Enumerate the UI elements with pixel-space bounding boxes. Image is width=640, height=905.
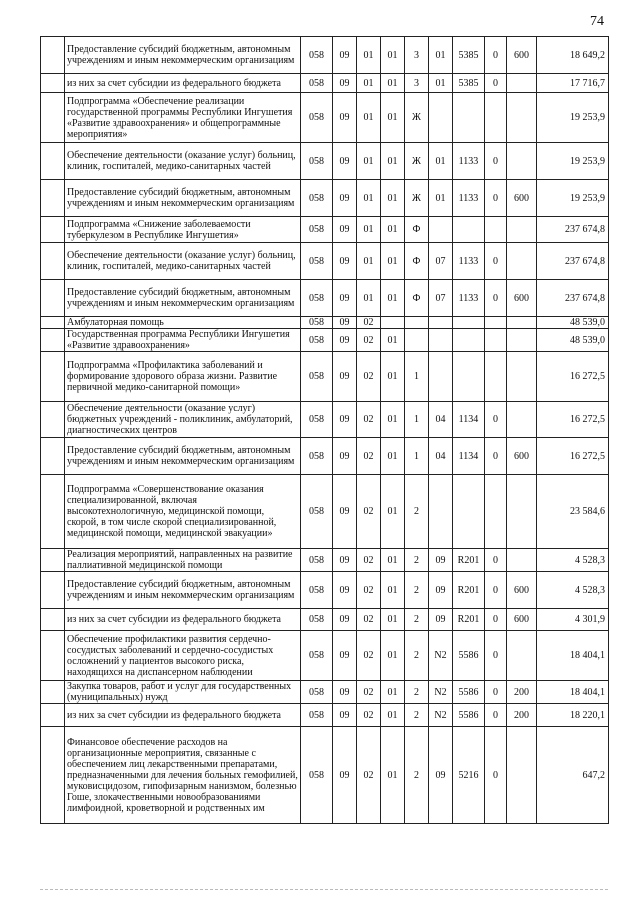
cell-sub: 2 xyxy=(405,727,429,824)
cell-rz: 09 xyxy=(333,74,357,93)
cell-pr: 02 xyxy=(357,438,381,475)
cell-pr: 02 xyxy=(357,609,381,631)
table-row xyxy=(41,681,609,704)
cell-pr: 01 xyxy=(357,74,381,93)
cell-osn: 01 xyxy=(429,143,453,180)
table-row xyxy=(41,93,609,143)
cell-dir: 5586 xyxy=(453,631,485,681)
cell-osn xyxy=(429,93,453,143)
cell-pr: 02 xyxy=(357,572,381,609)
cell-pr: 02 xyxy=(357,704,381,727)
page-number: 74 xyxy=(590,14,604,29)
cell-sub: 2 xyxy=(405,631,429,681)
cell-ved: 058 xyxy=(301,93,333,143)
cell-code: 0 xyxy=(485,180,507,217)
cell-vr xyxy=(507,74,537,93)
cell-sub: Ф xyxy=(405,217,429,243)
cell-rz: 09 xyxy=(333,93,357,143)
row-marker-cell xyxy=(41,549,65,572)
row-marker-cell xyxy=(41,180,65,217)
cell-dir xyxy=(453,93,485,143)
cell-sum: 16 272,5 xyxy=(537,438,609,475)
cell-sum: 647,2 xyxy=(537,727,609,824)
cell-sum: 18 404,1 xyxy=(537,681,609,704)
cell-osn: 07 xyxy=(429,280,453,317)
row-marker-cell xyxy=(41,217,65,243)
cell-vr xyxy=(507,143,537,180)
cell-code: 0 xyxy=(485,681,507,704)
cell-dir: 1133 xyxy=(453,243,485,280)
cell-code xyxy=(485,475,507,549)
table-row xyxy=(41,317,609,329)
table-row xyxy=(41,352,609,402)
cell-code: 0 xyxy=(485,631,507,681)
cell-prog: 01 xyxy=(381,37,405,74)
cell-pr: 01 xyxy=(357,280,381,317)
cell-dir: R201 xyxy=(453,609,485,631)
cell-sub: 2 xyxy=(405,704,429,727)
cell-sum: 18 404,1 xyxy=(537,631,609,681)
cell-ved: 058 xyxy=(301,631,333,681)
table-row xyxy=(41,143,609,180)
cell-osn: N2 xyxy=(429,631,453,681)
cell-vr xyxy=(507,727,537,824)
row-marker-cell xyxy=(41,280,65,317)
cell-ved: 058 xyxy=(301,280,333,317)
cell-osn: 01 xyxy=(429,37,453,74)
cell-code xyxy=(485,217,507,243)
cell-prog: 01 xyxy=(381,475,405,549)
cell-osn: N2 xyxy=(429,704,453,727)
table-row xyxy=(41,280,609,317)
cell-prog: 01 xyxy=(381,681,405,704)
cell-pr: 01 xyxy=(357,243,381,280)
cell-dir: 5385 xyxy=(453,37,485,74)
cell-ved: 058 xyxy=(301,352,333,402)
cell-sub: 2 xyxy=(405,572,429,609)
cell-code: 0 xyxy=(485,704,507,727)
cell-sum: 19 253,9 xyxy=(537,93,609,143)
cell-rz: 09 xyxy=(333,609,357,631)
cell-prog: 01 xyxy=(381,352,405,402)
row-marker-cell xyxy=(41,631,65,681)
cell-rz: 09 xyxy=(333,329,357,352)
cell-sum: 16 272,5 xyxy=(537,352,609,402)
cell-prog: 01 xyxy=(381,243,405,280)
row-name: Государственная программа Республики Ингушетия «Развитие здравоохранения» xyxy=(65,329,301,352)
cell-sub: Ж xyxy=(405,180,429,217)
row-name: Финансовое обеспечение расходов на организационные мероприятия, связанные с обеспечением лиц лекарственными препаратами, предназначенными для лечения больных гемофилией, муковисцидозом, гипофизарным нанизмом, болезнью Гоше, злокачественными новообразованиями лимфоидной, кроветворной и родственных им xyxy=(65,727,301,824)
cell-code: 0 xyxy=(485,280,507,317)
cell-prog: 01 xyxy=(381,438,405,475)
row-marker-cell xyxy=(41,727,65,824)
table-row xyxy=(41,727,609,824)
row-marker-cell xyxy=(41,704,65,727)
cell-pr: 02 xyxy=(357,402,381,438)
cell-prog: 01 xyxy=(381,329,405,352)
cell-rz: 09 xyxy=(333,180,357,217)
table-row xyxy=(41,549,609,572)
cell-osn: 07 xyxy=(429,243,453,280)
cell-rz: 09 xyxy=(333,352,357,402)
row-marker-cell xyxy=(41,243,65,280)
cell-sub xyxy=(405,329,429,352)
cell-rz: 09 xyxy=(333,475,357,549)
cell-ved: 058 xyxy=(301,143,333,180)
cell-sub xyxy=(405,317,429,329)
cell-dir xyxy=(453,475,485,549)
row-marker-cell xyxy=(41,572,65,609)
cell-prog: 01 xyxy=(381,93,405,143)
cell-sum: 16 272,5 xyxy=(537,402,609,438)
cell-dir xyxy=(453,217,485,243)
row-name: Обеспечение профилактики развития сердечно-сосудистых заболеваний и сердечно-сосудистых осложнений у пациентов высокого риска, находящихся на диспансерном наблюдении xyxy=(65,631,301,681)
cell-dir: 5385 xyxy=(453,74,485,93)
cell-osn xyxy=(429,352,453,402)
cell-dir: 5586 xyxy=(453,704,485,727)
cell-osn xyxy=(429,475,453,549)
row-name: Закупка товаров, работ и услуг для государственных (муниципальных) нужд xyxy=(65,681,301,704)
cell-sum: 4 528,3 xyxy=(537,549,609,572)
cell-vr xyxy=(507,329,537,352)
cell-pr: 01 xyxy=(357,143,381,180)
cell-sum: 4 528,3 xyxy=(537,572,609,609)
table-row xyxy=(41,475,609,549)
cell-sub: 2 xyxy=(405,609,429,631)
row-name: Обеспечение деятельности (оказание услуг) бюджетных учреждений - поликлиник, амбулаторий, диагностических центров xyxy=(65,402,301,438)
cell-osn: 09 xyxy=(429,549,453,572)
cell-pr: 02 xyxy=(357,352,381,402)
cell-prog: 01 xyxy=(381,74,405,93)
table-row xyxy=(41,329,609,352)
cell-rz: 09 xyxy=(333,317,357,329)
cell-rz: 09 xyxy=(333,549,357,572)
cell-dir: R201 xyxy=(453,549,485,572)
cell-sub: 1 xyxy=(405,402,429,438)
footer-rule xyxy=(40,889,608,890)
cell-osn: 09 xyxy=(429,727,453,824)
cell-sub: Ж xyxy=(405,143,429,180)
cell-rz: 09 xyxy=(333,243,357,280)
cell-ved: 058 xyxy=(301,438,333,475)
cell-sum: 237 674,8 xyxy=(537,280,609,317)
cell-ved: 058 xyxy=(301,402,333,438)
row-name: из них за счет субсидии из федерального бюджета xyxy=(65,609,301,631)
cell-code: 0 xyxy=(485,74,507,93)
cell-ved: 058 xyxy=(301,727,333,824)
cell-ved: 058 xyxy=(301,609,333,631)
cell-ved: 058 xyxy=(301,180,333,217)
cell-vr xyxy=(507,631,537,681)
cell-code: 0 xyxy=(485,572,507,609)
cell-prog: 01 xyxy=(381,280,405,317)
cell-sub: 2 xyxy=(405,475,429,549)
row-marker-cell xyxy=(41,475,65,549)
cell-dir xyxy=(453,317,485,329)
cell-vr xyxy=(507,475,537,549)
table-row xyxy=(41,609,609,631)
cell-sum: 23 584,6 xyxy=(537,475,609,549)
cell-vr: 600 xyxy=(507,572,537,609)
cell-osn xyxy=(429,317,453,329)
cell-sum: 17 716,7 xyxy=(537,74,609,93)
row-name: Обеспечение деятельности (оказание услуг) больниц, клиник, госпиталей, медико-санитарных частей xyxy=(65,243,301,280)
cell-rz: 09 xyxy=(333,727,357,824)
table-row xyxy=(41,402,609,438)
table-row xyxy=(41,180,609,217)
cell-dir: 1133 xyxy=(453,143,485,180)
cell-osn: 09 xyxy=(429,572,453,609)
cell-sum: 19 253,9 xyxy=(537,180,609,217)
row-name: Предоставление субсидий бюджетным, автономным учреждениям и иным некоммерческим организациям xyxy=(65,572,301,609)
cell-vr xyxy=(507,217,537,243)
cell-rz: 09 xyxy=(333,681,357,704)
cell-sub: Ф xyxy=(405,280,429,317)
cell-vr: 600 xyxy=(507,180,537,217)
cell-rz: 09 xyxy=(333,631,357,681)
cell-dir: 1133 xyxy=(453,180,485,217)
cell-code: 0 xyxy=(485,609,507,631)
cell-sum: 18 649,2 xyxy=(537,37,609,74)
cell-vr: 600 xyxy=(507,609,537,631)
row-marker-cell xyxy=(41,438,65,475)
cell-ved: 058 xyxy=(301,549,333,572)
cell-dir: 1133 xyxy=(453,280,485,317)
cell-ved: 058 xyxy=(301,217,333,243)
cell-osn: 01 xyxy=(429,180,453,217)
cell-sub: 2 xyxy=(405,681,429,704)
table-row xyxy=(41,631,609,681)
cell-prog xyxy=(381,317,405,329)
cell-ved: 058 xyxy=(301,329,333,352)
cell-code xyxy=(485,317,507,329)
table-row xyxy=(41,704,609,727)
row-marker-cell xyxy=(41,681,65,704)
row-marker-cell xyxy=(41,74,65,93)
cell-dir xyxy=(453,329,485,352)
cell-ved: 058 xyxy=(301,704,333,727)
cell-dir xyxy=(453,352,485,402)
row-name: Предоставление субсидий бюджетным, автономным учреждениям и иным некоммерческим организациям xyxy=(65,37,301,74)
cell-prog: 01 xyxy=(381,217,405,243)
cell-vr: 200 xyxy=(507,704,537,727)
cell-sub: Ф xyxy=(405,243,429,280)
cell-vr xyxy=(507,93,537,143)
cell-prog: 01 xyxy=(381,402,405,438)
row-name: Амбулаторная помощь xyxy=(65,317,301,329)
cell-rz: 09 xyxy=(333,143,357,180)
cell-ved: 058 xyxy=(301,317,333,329)
table-row xyxy=(41,37,609,74)
cell-osn: 04 xyxy=(429,402,453,438)
cell-prog: 01 xyxy=(381,631,405,681)
row-name: Подпрограмма «Снижение заболеваемости туберкулезом в Республике Ингушетия» xyxy=(65,217,301,243)
cell-osn: N2 xyxy=(429,681,453,704)
cell-sum: 19 253,9 xyxy=(537,143,609,180)
row-name: Предоставление субсидий бюджетным, автономным учреждениям и иным некоммерческим организациям xyxy=(65,438,301,475)
cell-prog: 01 xyxy=(381,572,405,609)
cell-dir: R201 xyxy=(453,572,485,609)
cell-vr: 600 xyxy=(507,438,537,475)
cell-rz: 09 xyxy=(333,37,357,74)
cell-ved: 058 xyxy=(301,572,333,609)
cell-dir: 5586 xyxy=(453,681,485,704)
table-row xyxy=(41,243,609,280)
row-name: из них за счет субсидии из федерального бюджета xyxy=(65,74,301,93)
cell-code: 0 xyxy=(485,143,507,180)
cell-ved: 058 xyxy=(301,74,333,93)
cell-sub: Ж xyxy=(405,93,429,143)
cell-sub: 1 xyxy=(405,438,429,475)
cell-ved: 058 xyxy=(301,475,333,549)
cell-sub: 1 xyxy=(405,352,429,402)
row-name: Подпрограмма «Профилактика заболеваний и формирование здорового образа жизни. Развитие первичной медико-санитарной помощи» xyxy=(65,352,301,402)
table-row xyxy=(41,438,609,475)
cell-osn: 09 xyxy=(429,609,453,631)
row-marker-cell xyxy=(41,93,65,143)
cell-rz: 09 xyxy=(333,280,357,317)
table-row xyxy=(41,74,609,93)
row-name: Предоставление субсидий бюджетным, автономным учреждениям и иным некоммерческим организациям xyxy=(65,180,301,217)
cell-prog: 01 xyxy=(381,143,405,180)
cell-rz: 09 xyxy=(333,704,357,727)
cell-rz: 09 xyxy=(333,402,357,438)
cell-code xyxy=(485,329,507,352)
cell-code: 0 xyxy=(485,549,507,572)
cell-vr xyxy=(507,317,537,329)
cell-sum: 18 220,1 xyxy=(537,704,609,727)
cell-sum: 48 539,0 xyxy=(537,329,609,352)
row-name: Подпрограмма «Обеспечение реализации государственной программы Республики Ингушетия «Развитие здравоохранения» и общепрограммные мероприятия» xyxy=(65,93,301,143)
row-name: Подпрограмма «Совершенствование оказания специализированной, включая высокотехнологичную, медицинской помощи, скорой, в том числе скорой специализированной, медицинской помощи, медицинской эвакуации» xyxy=(65,475,301,549)
cell-rz: 09 xyxy=(333,217,357,243)
row-name: Реализация мероприятий, направленных на развитие паллиативной медицинской помощи xyxy=(65,549,301,572)
cell-prog: 01 xyxy=(381,180,405,217)
cell-rz: 09 xyxy=(333,572,357,609)
row-marker-cell xyxy=(41,609,65,631)
row-marker-cell xyxy=(41,402,65,438)
cell-prog: 01 xyxy=(381,727,405,824)
row-marker-cell xyxy=(41,329,65,352)
cell-rz: 09 xyxy=(333,438,357,475)
cell-sub: 3 xyxy=(405,37,429,74)
cell-code: 0 xyxy=(485,37,507,74)
cell-code xyxy=(485,93,507,143)
row-name: из них за счет субсидии из федерального бюджета xyxy=(65,704,301,727)
cell-sub: 3 xyxy=(405,74,429,93)
cell-pr: 02 xyxy=(357,475,381,549)
cell-sum: 4 301,9 xyxy=(537,609,609,631)
cell-pr: 01 xyxy=(357,180,381,217)
cell-code: 0 xyxy=(485,438,507,475)
cell-code: 0 xyxy=(485,727,507,824)
cell-vr: 600 xyxy=(507,37,537,74)
row-name: Предоставление субсидий бюджетным, автономным учреждениям и иным некоммерческим организациям xyxy=(65,280,301,317)
table-body xyxy=(41,37,609,824)
cell-prog: 01 xyxy=(381,704,405,727)
cell-dir: 5216 xyxy=(453,727,485,824)
cell-vr: 200 xyxy=(507,681,537,704)
cell-sub: 2 xyxy=(405,549,429,572)
table-row xyxy=(41,572,609,609)
row-name: Обеспечение деятельности (оказание услуг) больниц, клиник, госпиталей, медико-санитарных частей xyxy=(65,143,301,180)
cell-sum: 237 674,8 xyxy=(537,217,609,243)
cell-ved: 058 xyxy=(301,37,333,74)
row-marker-cell xyxy=(41,143,65,180)
cell-code: 0 xyxy=(485,243,507,280)
cell-code xyxy=(485,352,507,402)
cell-pr: 02 xyxy=(357,727,381,824)
cell-pr: 02 xyxy=(357,549,381,572)
cell-vr xyxy=(507,243,537,280)
cell-osn xyxy=(429,329,453,352)
cell-pr: 02 xyxy=(357,329,381,352)
cell-pr: 01 xyxy=(357,93,381,143)
cell-sum: 48 539,0 xyxy=(537,317,609,329)
cell-vr xyxy=(507,352,537,402)
cell-code: 0 xyxy=(485,402,507,438)
cell-dir: 1134 xyxy=(453,402,485,438)
table-row xyxy=(41,217,609,243)
budget-table xyxy=(40,36,609,824)
cell-pr: 02 xyxy=(357,317,381,329)
cell-sum: 237 674,8 xyxy=(537,243,609,280)
cell-vr: 600 xyxy=(507,280,537,317)
row-marker-cell xyxy=(41,352,65,402)
cell-vr xyxy=(507,402,537,438)
cell-osn xyxy=(429,217,453,243)
row-marker-cell xyxy=(41,37,65,74)
cell-osn: 01 xyxy=(429,74,453,93)
cell-pr: 02 xyxy=(357,631,381,681)
cell-pr: 01 xyxy=(357,37,381,74)
cell-dir: 1134 xyxy=(453,438,485,475)
cell-vr xyxy=(507,549,537,572)
cell-pr: 01 xyxy=(357,217,381,243)
cell-ved: 058 xyxy=(301,243,333,280)
cell-ved: 058 xyxy=(301,681,333,704)
row-marker-cell xyxy=(41,317,65,329)
cell-prog: 01 xyxy=(381,549,405,572)
cell-prog: 01 xyxy=(381,609,405,631)
cell-osn: 04 xyxy=(429,438,453,475)
cell-pr: 02 xyxy=(357,681,381,704)
